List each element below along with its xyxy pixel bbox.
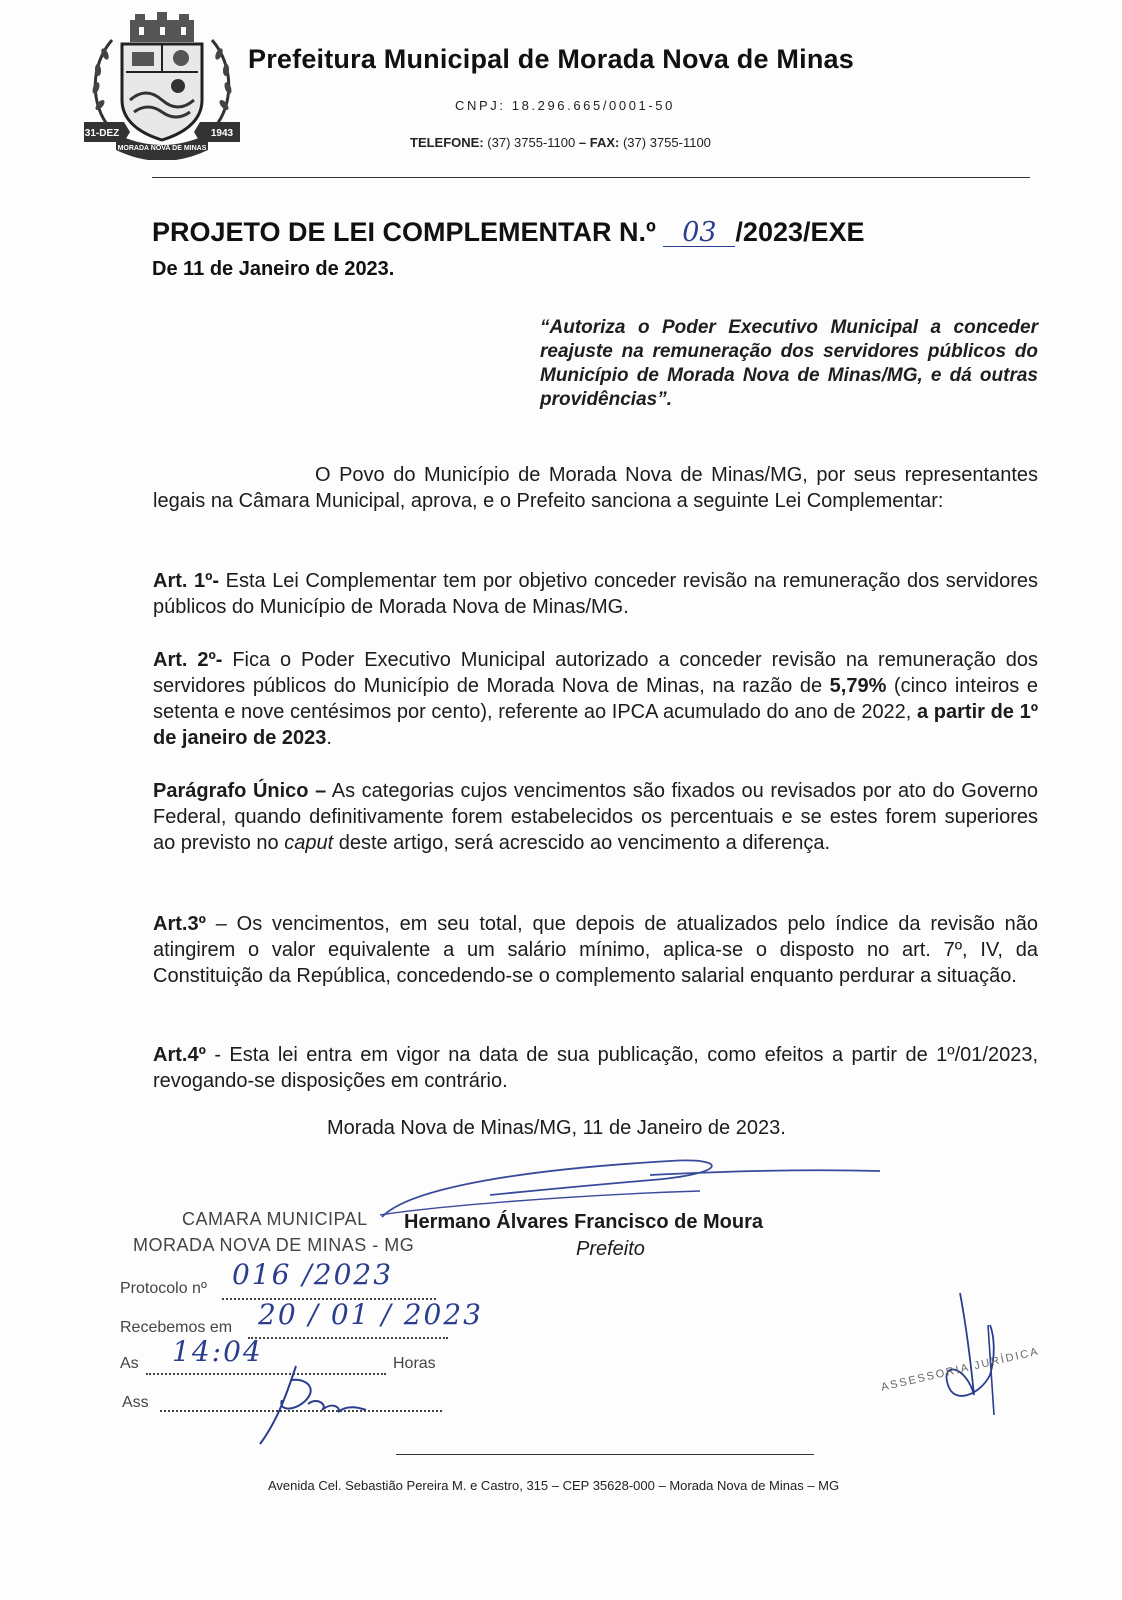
article-1-label: Art. 1º- bbox=[153, 570, 220, 592]
received-label: Recebemos em bbox=[120, 1319, 233, 1336]
sole-paragraph bbox=[153, 778, 1038, 856]
article-2 bbox=[153, 647, 1038, 751]
bill-title bbox=[152, 217, 865, 248]
protocol-number-handwritten: 016 /2023 bbox=[232, 1258, 394, 1291]
crest-left-ribbon: 31-DEZ bbox=[84, 128, 120, 139]
header-divider bbox=[152, 177, 1030, 178]
received-line bbox=[248, 1337, 448, 1339]
cnpj-line: CNPJ: 18.296.665/0001-50 bbox=[455, 98, 675, 113]
footer-divider bbox=[396, 1454, 814, 1455]
receiver-signature-icon bbox=[248, 1360, 378, 1450]
bill-title-prefix: PROJETO DE LEI COMPLEMENTAR N.º bbox=[152, 217, 656, 247]
article-2-rate: 5,79% bbox=[829, 675, 887, 697]
municipal-coat-of-arms bbox=[82, 10, 242, 160]
institution-name: Prefeitura Municipal de Morada Nova de Minas bbox=[248, 44, 854, 74]
enacting-clause: O Povo do Município de Morada Nova de Minas/MG, por seus representantes legais na Câmara Municipal, aprova, e o Prefeito sanciona a seguinte Lei Complementar: bbox=[153, 464, 1038, 512]
signer-role: Prefeito bbox=[576, 1238, 645, 1260]
article-3-text: – Os vencimentos, em seu total, que depois de atualizados pelo índice da revisão não atingirem o valor equivalente a um salário mínimo, aplica-se o disposto no art. 7º, IV, da Constituição da República, concedendo-se o complemento salarial enquanto perdurar a situação. bbox=[153, 913, 1039, 987]
footer-address: Avenida Cel. Sebastião Pereira M. e Castro, 315 – CEP 35628-000 – Morada Nova de Minas – MG bbox=[268, 1478, 840, 1493]
article-2-end: . bbox=[326, 727, 332, 749]
place-and-date: Morada Nova de Minas/MG, 11 de Janeiro de 2023. bbox=[327, 1117, 786, 1139]
article-2-text-a: Fica o Poder Executivo Municipal autorizado a conceder revisão na remuneração dos servidores públicos do Município de Morada Nova de Minas, na razão de bbox=[153, 649, 1039, 697]
signer-name: Hermano Álvares Francisco de Moura bbox=[404, 1211, 764, 1233]
phone-label: TELEFONE: bbox=[410, 135, 484, 150]
fax-label: FAX: bbox=[589, 135, 620, 150]
sole-paragraph-label: Parágrafo Único – bbox=[153, 780, 327, 802]
article-4 bbox=[153, 1042, 1038, 1094]
contact-line: TELEFONE: (37) 3755-1100 – FAX: (37) 3755-1100 bbox=[410, 135, 711, 150]
fax-value: (37) 3755-1100 bbox=[622, 135, 711, 150]
received-date-handwritten: 20 / 01 / 2023 bbox=[258, 1298, 483, 1331]
article-2-effective-date: a partir de 1º de janeiro de 2023 bbox=[153, 701, 1038, 749]
handwritten-bill-number: 03 bbox=[663, 220, 735, 247]
article-1-text: Esta Lei Complementar tem por objetivo conceder revisão na remuneração dos servidores públicos do Município de Morada Nova de Minas/MG. bbox=[153, 570, 1038, 618]
protocol-label: Protocolo nº bbox=[120, 1280, 207, 1297]
time-suffix: Horas bbox=[393, 1355, 436, 1372]
crest-banner: MORADA NOVA DE MINAS bbox=[117, 145, 207, 152]
sole-paragraph-caput: caput bbox=[284, 832, 334, 854]
sole-paragraph-text-a: As categorias cujos vencimentos são fixados ou revisados por ato do Governo Federal, quando definitivamente forem estabelecidos os percentuais e se estes forem superiores ao previsto no bbox=[153, 780, 1039, 854]
article-3 bbox=[153, 911, 1038, 989]
crest-right-ribbon: 1943 bbox=[210, 128, 234, 139]
article-2-label: Art. 2º- bbox=[153, 649, 223, 671]
article-4-label: Art.4º bbox=[153, 1044, 206, 1066]
article-4-text: - Esta lei entra em vigor na data de sua publicação, como efeitos a partir de 1º/01/2023, revogando-se disposições em contrário. bbox=[153, 1044, 1039, 1092]
time-label: As bbox=[120, 1355, 139, 1372]
article-1 bbox=[153, 568, 1038, 620]
signature-label: Ass bbox=[122, 1394, 149, 1411]
bill-summary: “Autoriza o Poder Executivo Municipal a conceder reajuste na remuneração dos servidores públicos do Município de Morada Nova de Minas/MG, e dá outras providências”. bbox=[540, 317, 1038, 410]
phone-value: (37) 3755-1100 bbox=[487, 135, 576, 150]
time-handwritten: 14:04 bbox=[172, 1335, 263, 1368]
bill-title-suffix: /2023/EXE bbox=[735, 217, 865, 247]
reception-stamp-line2: MORADA NOVA DE MINAS - MG bbox=[133, 1235, 415, 1255]
sole-paragraph-text-b: deste artigo, será acrescido ao vencimento a diferença. bbox=[338, 832, 831, 854]
reception-stamp-line1: CAMARA MUNICIPAL bbox=[182, 1209, 368, 1229]
article-3-label: Art.3º bbox=[153, 913, 206, 935]
bill-date: De 11 de Janeiro de 2023. bbox=[152, 258, 395, 280]
legal-advisory-stamp: ASSESSORIA JURÍDICA bbox=[880, 1345, 1041, 1394]
article-2-text-b: (cinco inteiros e setenta e nove centésimos por cento), referente ao IPCA acumulado do ano de 2022, bbox=[153, 675, 1038, 723]
